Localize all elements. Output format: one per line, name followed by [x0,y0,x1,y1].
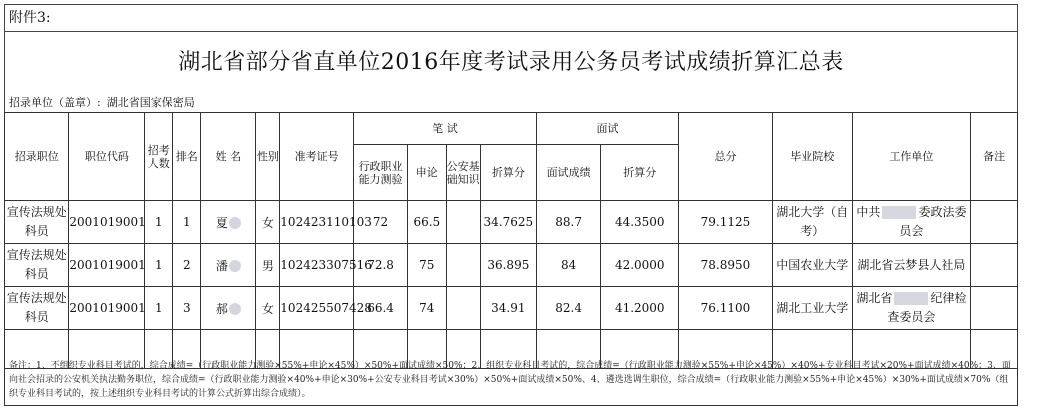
header-code: 职位代码 [69,113,145,201]
header-gender: 性别 [256,113,280,201]
cell-code: 2001019001 [69,244,145,287]
employer-text-b: 委政法委员会 [899,205,967,238]
header-quota: 招考人数 [145,113,173,201]
cell-quota: 1 [145,244,173,287]
document-sheet [4,4,1018,406]
redaction-mark [882,206,916,219]
cell-school: 中国农业大学 [772,244,852,287]
header-rank: 排名 [173,113,201,201]
cell-code: 2001019001 [69,287,145,330]
attachment-label: 附件3: [4,4,1018,32]
cell-total: 78.8950 [679,244,773,287]
cell-rank: 1 [173,201,201,244]
cell-interview-converted: 44.3500 [601,201,679,244]
cell-name [201,244,256,287]
cell-ability: 66.4 [354,287,408,330]
cell-position: 宣传法规处科员 [5,287,69,330]
cell-quota: 1 [145,287,173,330]
cell-ticket [280,244,372,287]
cell-rank: 2 [173,244,201,287]
cell-gender: 男 [256,244,280,287]
table-row [5,244,1018,287]
cell-total: 79.1125 [679,201,773,244]
name-text: 潘 [215,258,228,273]
header-written: 笔 试 [354,113,537,145]
employer-text-a: 中共 [856,205,881,219]
cell-employer [852,287,970,330]
redaction-mark [894,292,928,305]
footnotes: 备注：1、不组织专业科目考试的，综合成绩=（行政职业能力测验×55%+申论×45%）×50%+面试成绩×50%；2、组织专业科目考试的，综合成绩=（行政职业能力测验×55%+申论×45%）×40%+专业科目考试×20%+面试成绩×40%；3、面向社会招录的公安机关执法勤务职位，综合成绩=（行政职业能力测验×40%+申论×30%+公安专业科目考试×30%）×50%+面试成绩×50%、4、遴选选调生职位，综合成绩=（行政职业能力测验×55%+申论×45%）×30%+面试成绩×70%（组织专业科目考试的，按上述组织专业科目考试的计算公式折算出综合成绩）。 [4,357,1018,406]
cell-interview: 82.4 [536,287,600,330]
cell-school: 湖北大学（自考） [772,201,852,244]
cell-position: 宣传法规处科员 [5,201,69,244]
cell-employer [852,201,970,244]
header-remarks: 备注 [971,113,1018,201]
cell-quota: 1 [145,201,173,244]
cell-public-security [446,287,480,330]
header-ticket: 准考证号 [280,113,354,201]
recruiting-unit-line [4,94,1018,112]
cell-remarks [971,287,1018,330]
cell-name [201,287,256,330]
cell-written-converted: 36.895 [480,244,536,287]
name-text: 郝 [215,301,228,316]
cell-ability: 72 [354,201,408,244]
recruiting-unit-name: 湖北省国家保密局 [106,96,195,109]
header-total: 总分 [679,113,773,201]
score-table [4,112,1018,369]
cell-interview-converted: 42.0000 [601,244,679,287]
page-title: 湖北省部分省直单位2016年度考试录用公务员考试成绩折算汇总表 [4,31,1018,94]
employer-text-b: 纪律检查委员会 [887,291,967,324]
cell-ability: 72.8 [354,244,408,287]
cell-public-security [446,244,480,287]
table-row [5,287,1018,330]
cell-essay: 75 [408,244,446,287]
name-text: 夏 [215,215,228,230]
cell-name [201,201,256,244]
cell-interview: 84 [536,244,600,287]
header-written-essay: 申论 [408,145,446,201]
redaction-mark [229,217,241,229]
employer-text-a: 湖北省云梦县人社局 [857,257,966,272]
cell-remarks [971,244,1018,287]
header-written-public-security: 公安基础知识 [446,145,480,201]
cell-essay: 74 [408,287,446,330]
cell-written-converted: 34.91 [480,287,536,330]
cell-interview-converted: 41.2000 [601,287,679,330]
header-written-converted: 折算分 [480,145,536,201]
header-interview-converted: 折算分 [601,145,679,201]
table-row [5,201,1018,244]
redaction-mark [229,260,241,272]
header-interview-score: 面试成绩 [536,145,600,201]
employer-text-a: 湖北省 [856,291,893,305]
cell-gender: 女 [256,201,280,244]
header-employer: 工作单位 [852,113,970,201]
ticket-text: 102423110103 [280,215,372,229]
cell-school: 湖北工业大学 [772,287,852,330]
cell-position: 宣传法规处科员 [5,244,69,287]
header-position: 招录职位 [5,113,69,201]
header-school: 毕业院校 [772,113,852,201]
redaction-mark [229,303,241,315]
ticket-text: 102425507428 [280,301,372,315]
cell-code: 2001019001 [69,201,145,244]
cell-interview: 88.7 [536,201,600,244]
ticket-text: 102423307516 [280,258,372,272]
cell-essay: 66.5 [408,201,446,244]
header-written-ability: 行政职业能力测验 [354,145,408,201]
cell-written-converted: 34.7625 [480,201,536,244]
cell-ticket [280,287,372,330]
cell-employer [852,244,970,287]
cell-ticket [280,201,372,244]
header-interview: 面试 [536,113,678,145]
header-row-top [5,113,1018,145]
cell-remarks [971,201,1018,244]
cell-total: 76.1100 [679,287,773,330]
header-name: 姓 名 [201,113,256,201]
cell-rank: 3 [173,287,201,330]
cell-public-security [446,201,480,244]
cell-gender: 女 [256,287,280,330]
recruiting-unit-label: 招录单位（盖章）: [9,96,101,109]
